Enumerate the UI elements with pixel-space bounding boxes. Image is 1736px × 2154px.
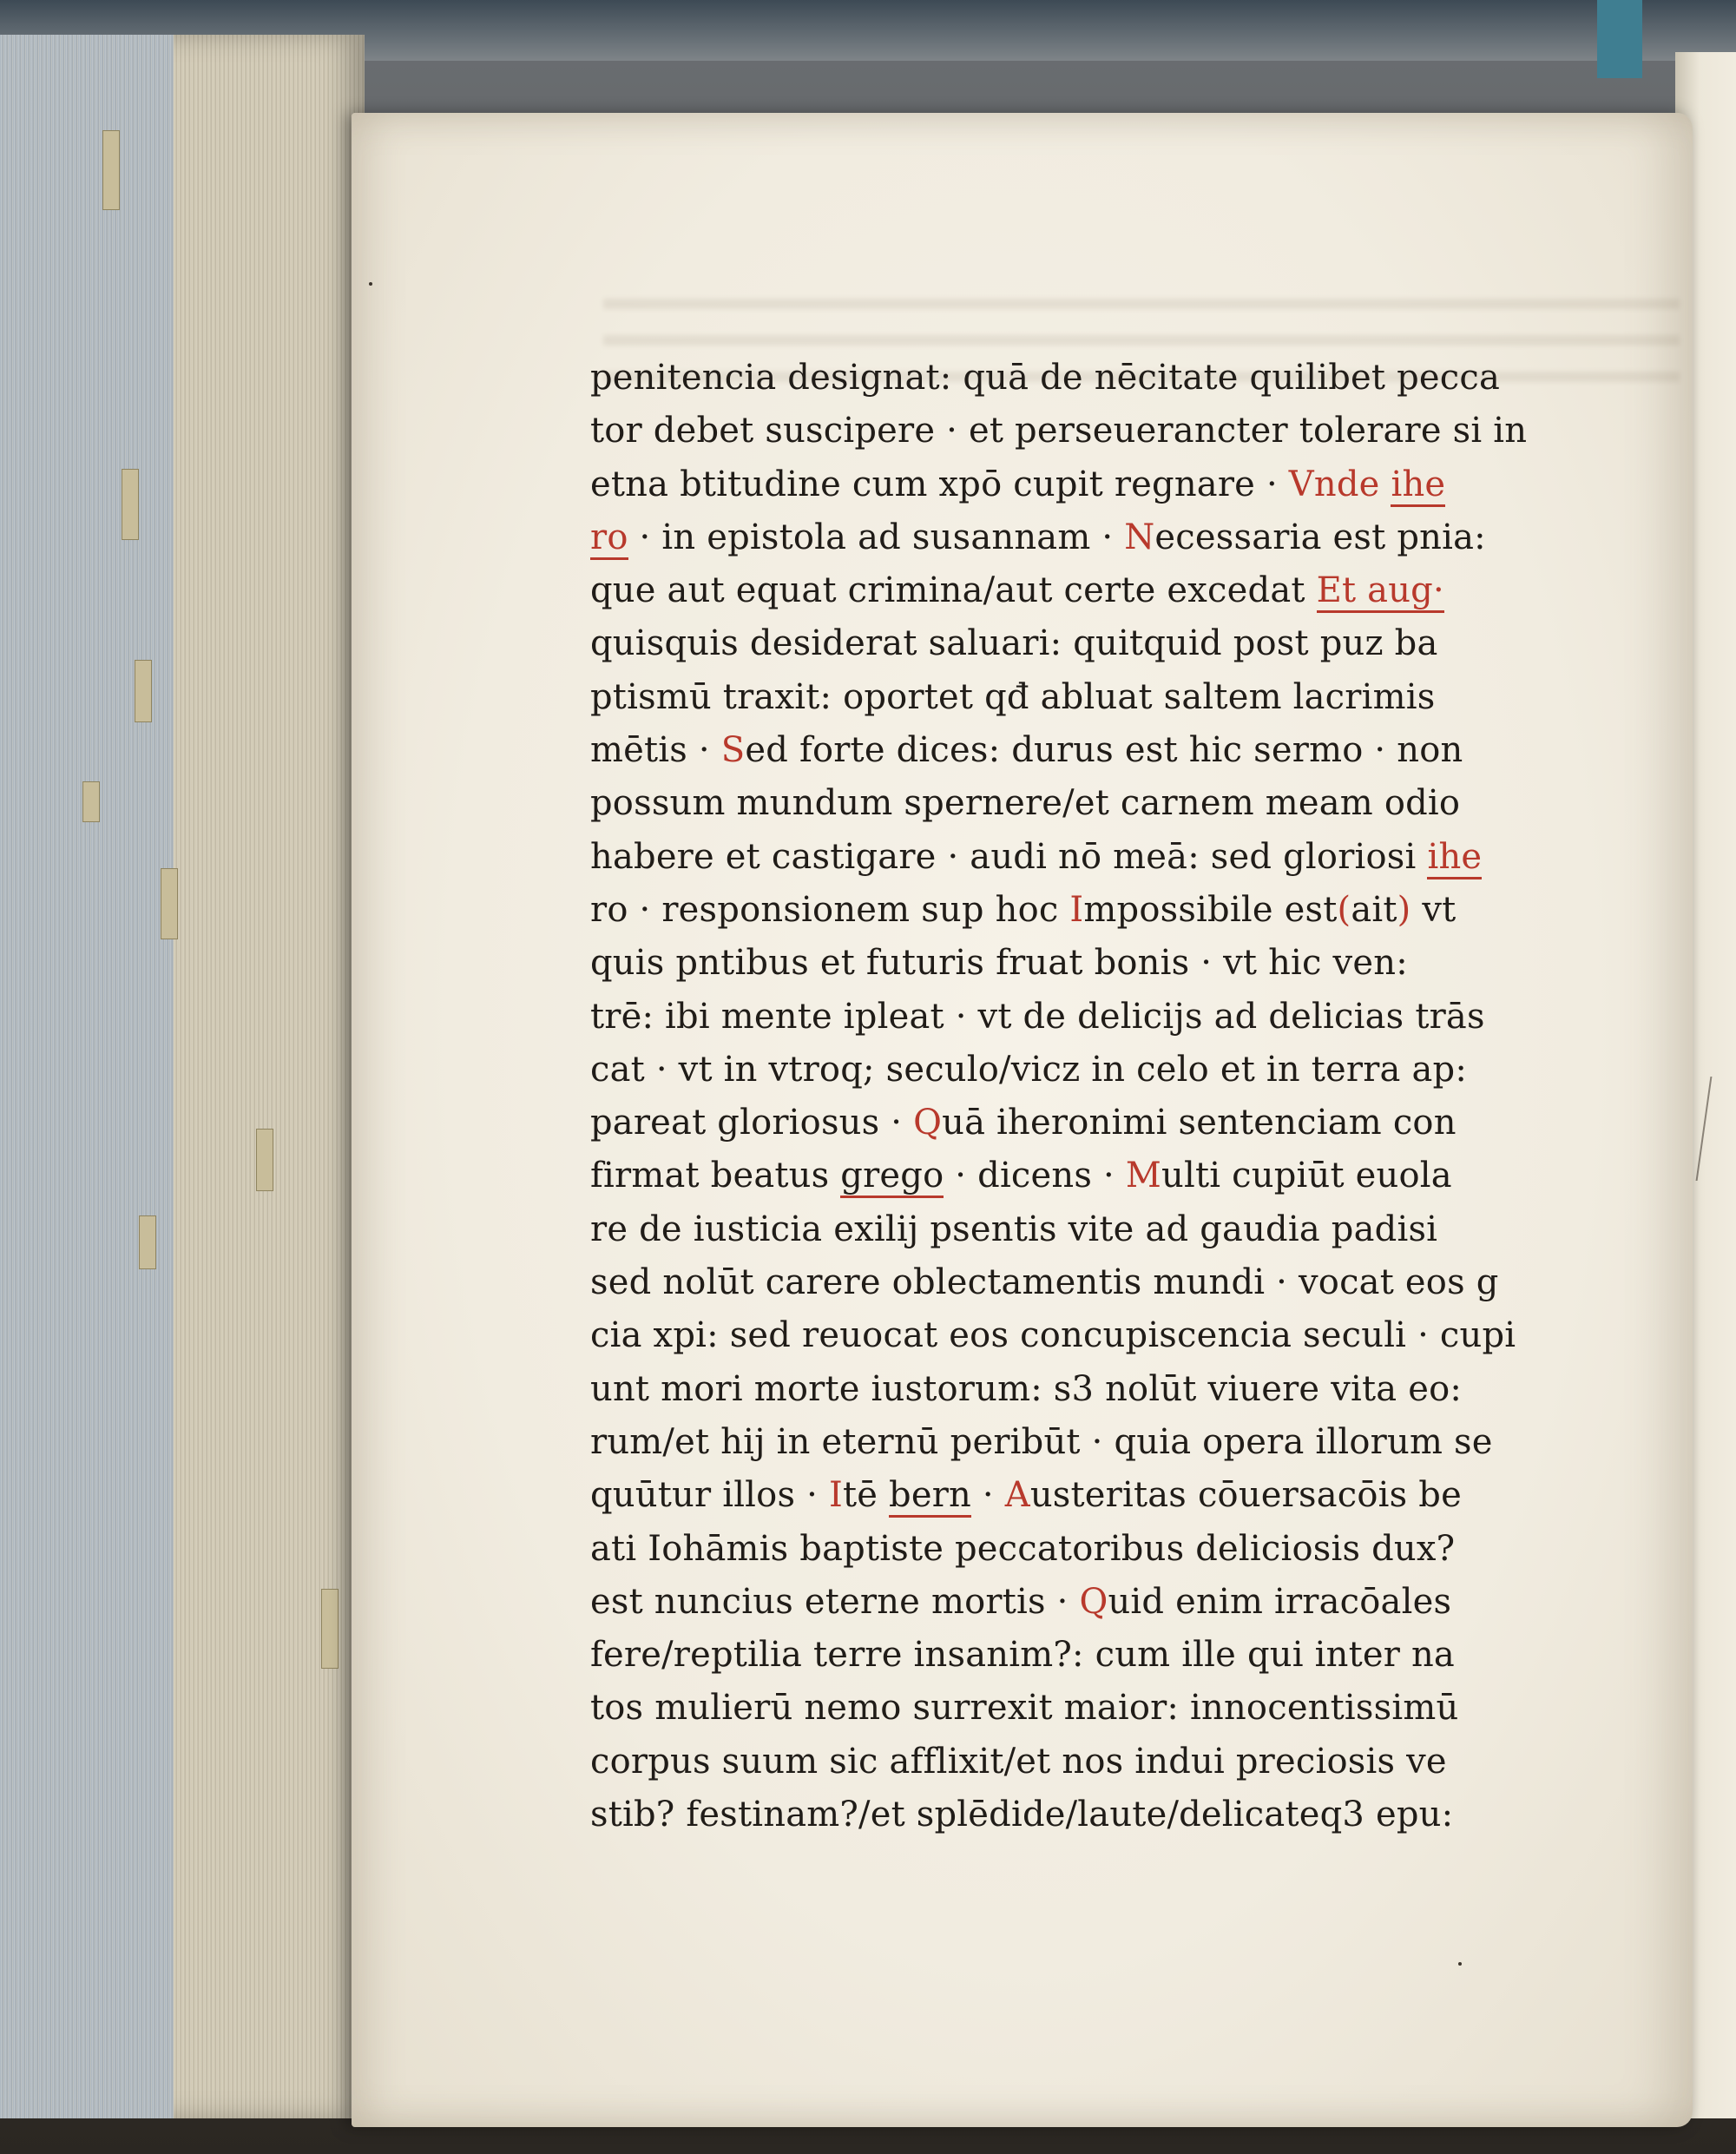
- text-line: [590, 511, 1580, 564]
- text-segment: firmat beatus: [590, 1156, 841, 1196]
- text-line: [590, 724, 1580, 777]
- rubricated-segment: N: [1124, 517, 1155, 557]
- text-line: [590, 1309, 1580, 1362]
- text-line: [590, 1788, 1580, 1841]
- text-segment: ecessaria est pnia:: [1154, 517, 1486, 557]
- text-segment: mētis ·: [590, 730, 721, 771]
- index-tab: [321, 1589, 339, 1669]
- rubricated-segment: Vnde: [1288, 464, 1380, 504]
- text-segment: bern: [889, 1475, 971, 1518]
- text-line: [590, 1044, 1580, 1097]
- text-line: [590, 1363, 1580, 1416]
- rubricated-segment: A: [1004, 1475, 1030, 1516]
- rubricated-segment: M: [1125, 1156, 1162, 1196]
- text-segment: ptismū traxit: oportet qđ abluat saltem lacrimis: [590, 676, 1436, 717]
- text-segment: rum/et hij in eternū peribūt · quia opera illorum se: [590, 1421, 1493, 1462]
- text-segment: trē: ibi mente ipleat · vt de delicijs ad delicias trās: [590, 996, 1485, 1037]
- text-segment: usteritas cōuersacōis be: [1029, 1475, 1462, 1516]
- text-line: [590, 405, 1580, 458]
- text-line: [590, 352, 1580, 405]
- text-segment: ait: [1351, 889, 1397, 930]
- page-block-left: [0, 35, 365, 2118]
- text-segment: que aut equat crimina/aut certe excedat: [590, 570, 1317, 611]
- text-line: [590, 617, 1580, 670]
- text-segment: stib? festinam?/et splēdide/laute/delicateq3 epu:: [590, 1795, 1454, 1835]
- text-line: [590, 884, 1580, 937]
- text-segment: habere et castigare · audi nō meā: sed gloriosi: [590, 836, 1428, 877]
- text-line: [590, 1256, 1580, 1309]
- text-line: [590, 831, 1580, 884]
- text-segment: unt mori morte iustorum: s3 nolūt viuere vita eo:: [590, 1368, 1463, 1409]
- index-tab: [139, 1215, 156, 1269]
- text-line: [590, 458, 1580, 511]
- text-segment: est nuncius eterne mortis ·: [590, 1581, 1080, 1622]
- text-segment: quūtur illos ·: [590, 1475, 829, 1516]
- text-line: [590, 564, 1580, 617]
- text-line: [590, 1736, 1580, 1788]
- fore-edge: [0, 35, 174, 2118]
- printed-page: [352, 113, 1693, 2127]
- text-segment: · dicens ·: [944, 1156, 1126, 1196]
- rubricated-segment: Q: [1079, 1581, 1108, 1622]
- text-segment: · in epistola ad susannam ·: [628, 517, 1125, 557]
- index-tab: [122, 469, 139, 540]
- text-line: [590, 1629, 1580, 1682]
- text-segment: ed forte dices: durus est hic sermo · non: [745, 730, 1463, 771]
- text-segment: penitencia designat: quā de nēcitate quilibet pecca: [590, 358, 1501, 398]
- page-speck: [369, 282, 372, 286]
- text-segment: corpus suum sic afflixit/et nos indui preciosis ve: [590, 1741, 1447, 1782]
- text-line: [590, 1149, 1580, 1202]
- text-line: [590, 1576, 1580, 1629]
- rubricated-segment: ro: [590, 517, 628, 560]
- text-line: [590, 1469, 1580, 1522]
- text-block: [590, 352, 1580, 1841]
- index-tab: [256, 1129, 273, 1191]
- text-segment: [1380, 464, 1391, 504]
- text-segment: quisquis desiderat saluari: quitquid post puz ba: [590, 623, 1438, 664]
- text-segment: sed nolūt carere oblectamentis mundi · vocat eos g: [590, 1262, 1499, 1303]
- text-segment: re de iusticia exilij psentis vite ad gaudia padisi: [590, 1209, 1438, 1249]
- text-segment: grego: [840, 1156, 944, 1198]
- rubricated-segment: Et aug·: [1317, 570, 1444, 613]
- text-segment: ·: [970, 1475, 1005, 1516]
- rubricated-segment: I: [1069, 889, 1084, 930]
- text-segment: cat · vt in vtroq; seculo/vicz in celo et in terra ap:: [590, 1049, 1468, 1090]
- index-tab: [82, 781, 100, 822]
- rubricated-segment: ihe: [1427, 837, 1482, 879]
- rubricated-segment: I: [828, 1475, 843, 1516]
- text-line: [590, 1097, 1580, 1149]
- bookmark-ribbon: [1597, 0, 1642, 78]
- text-line: [590, 1682, 1580, 1735]
- text-segment: pareat gloriosus ·: [590, 1103, 914, 1143]
- rubricated-segment: S: [720, 730, 746, 771]
- rubricated-segment: Q: [913, 1103, 943, 1143]
- text-segment: ulti cupiūt euola: [1161, 1156, 1452, 1196]
- text-segment: uā iheronimi sentenciam con: [942, 1103, 1457, 1143]
- index-tab: [161, 868, 178, 939]
- index-tab: [102, 130, 120, 210]
- text-segment: tos mulierū nemo surrexit maior: innocentissimū: [590, 1688, 1459, 1729]
- text-segment: cia xpi: sed reuocat eos concupiscencia seculi · cupi: [590, 1315, 1516, 1356]
- text-line: [590, 937, 1580, 990]
- text-segment: fere/reptilia terre insanim?: cum ille qui inter na: [590, 1635, 1455, 1676]
- text-segment: tor debet suscipere · et perseuerancter tolerare si in: [590, 411, 1528, 451]
- index-tab: [135, 660, 152, 722]
- text-segment: etna btitudine cum xpō cupit regnare ·: [590, 464, 1289, 504]
- text-segment: uid enim irracōales: [1108, 1581, 1452, 1622]
- rubricated-segment: (: [1337, 889, 1351, 930]
- text-segment: tē: [842, 1475, 890, 1516]
- text-segment: quis pntibus et futuris fruat bonis · vt hic ven:: [590, 943, 1408, 984]
- page-speck: [1458, 1962, 1462, 1966]
- text-line: [590, 777, 1580, 830]
- text-line: [590, 1416, 1580, 1469]
- text-line: [590, 671, 1580, 724]
- rubricated-segment: ): [1397, 889, 1411, 930]
- text-segment: mpossibile est: [1083, 889, 1338, 930]
- text-segment: ati Iohāmis baptiste peccatoribus deliciosis dux?: [590, 1528, 1456, 1569]
- text-line: [590, 1523, 1580, 1576]
- text-line: [590, 1203, 1580, 1256]
- rubricated-segment: ihe: [1391, 464, 1445, 507]
- text-line: [590, 991, 1580, 1044]
- text-segment: vt: [1410, 889, 1457, 930]
- text-segment: possum mundum spernere/et carnem meam odio: [590, 783, 1461, 824]
- text-segment: ro · responsionem sup hoc: [590, 889, 1070, 930]
